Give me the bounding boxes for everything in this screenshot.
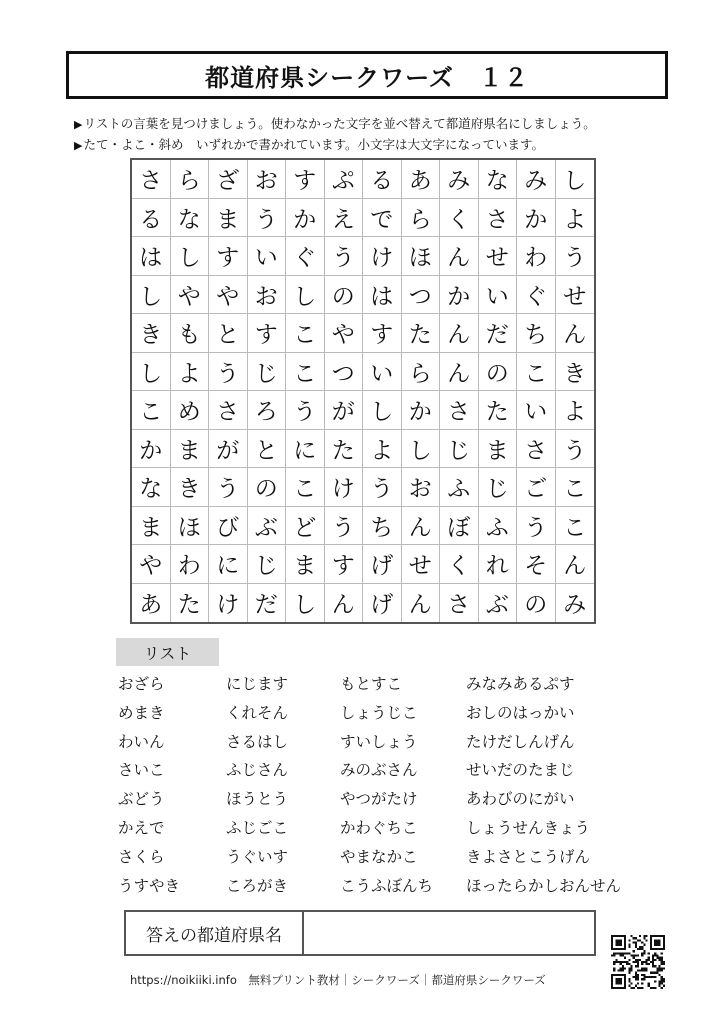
- grid-cell[interactable]: ま: [479, 430, 518, 469]
- grid-cell[interactable]: ん: [440, 314, 479, 353]
- grid-cell[interactable]: き: [132, 314, 171, 353]
- grid-cell[interactable]: ざ: [209, 160, 248, 199]
- grid-cell[interactable]: ま: [132, 507, 171, 546]
- grid-cell[interactable]: ほ: [171, 507, 210, 546]
- grid-cell[interactable]: い: [363, 353, 402, 392]
- grid-cell[interactable]: く: [440, 545, 479, 584]
- grid-cell[interactable]: あ: [132, 584, 171, 623]
- grid-cell[interactable]: げ: [363, 584, 402, 623]
- list-word: ころがき: [226, 876, 289, 895]
- grid-cell[interactable]: ぶ: [248, 507, 287, 546]
- grid-cell[interactable]: る: [132, 199, 171, 238]
- grid-cell[interactable]: な: [132, 468, 171, 507]
- grid-cell[interactable]: し: [556, 160, 595, 199]
- list-word: さるはし: [226, 732, 289, 751]
- list-word: やつがたけ: [340, 790, 418, 809]
- list-word: しょうじこ: [340, 703, 418, 722]
- grid-cell[interactable]: こ: [286, 468, 325, 507]
- list-word: さくら: [118, 847, 165, 866]
- grid-cell[interactable]: や: [132, 545, 171, 584]
- list-word: わいん: [118, 732, 165, 751]
- grid-cell[interactable]: し: [402, 430, 441, 469]
- grid-cell[interactable]: の: [479, 353, 518, 392]
- grid-cell[interactable]: さ: [440, 584, 479, 623]
- grid-cell[interactable]: に: [209, 545, 248, 584]
- grid-cell[interactable]: ぷ: [325, 160, 364, 199]
- grid-cell[interactable]: が: [325, 391, 364, 430]
- list-word: うすやき: [118, 876, 181, 895]
- list-word: あわびのにがい: [466, 790, 575, 809]
- list-word: すいしょう: [340, 732, 418, 751]
- list-word: ほったらかしおんせん: [466, 876, 622, 895]
- grid-cell[interactable]: の: [248, 468, 287, 507]
- grid-cell[interactable]: だ: [248, 584, 287, 623]
- grid-cell[interactable]: た: [171, 584, 210, 623]
- grid-cell[interactable]: こ: [517, 353, 556, 392]
- grid-cell[interactable]: う: [209, 468, 248, 507]
- grid-cell[interactable]: ふ: [479, 507, 518, 546]
- grid-cell[interactable]: ろ: [248, 391, 287, 430]
- list-word: みのぶさん: [340, 761, 418, 780]
- list-word: ふじごこ: [226, 819, 289, 837]
- grid-cell[interactable]: ぐ: [286, 237, 325, 276]
- grid-cell[interactable]: し: [132, 353, 171, 392]
- grid-cell[interactable]: な: [479, 160, 518, 199]
- grid-cell[interactable]: も: [171, 314, 210, 353]
- grid-cell[interactable]: だ: [479, 314, 518, 353]
- title-text: 都道府県シークワーズ １２: [205, 63, 529, 92]
- grid-cell[interactable]: さ: [209, 391, 248, 430]
- list-word: こうふぼんち: [340, 876, 434, 895]
- list-word: おざら: [118, 675, 165, 693]
- grid-cell[interactable]: そ: [517, 545, 556, 584]
- word-search-grid: [130, 158, 596, 624]
- grid-cell[interactable]: ら: [171, 160, 210, 199]
- grid-cell[interactable]: わ: [171, 545, 210, 584]
- grid-cell[interactable]: じ: [248, 353, 287, 392]
- grid-cell[interactable]: じ: [440, 430, 479, 469]
- grid-cell[interactable]: し: [286, 276, 325, 315]
- list-word: ぶどう: [118, 790, 165, 809]
- grid-cell[interactable]: ま: [209, 199, 248, 238]
- grid-cell[interactable]: じ: [248, 545, 287, 584]
- grid-cell[interactable]: め: [171, 391, 210, 430]
- grid-cell[interactable]: す: [248, 314, 287, 353]
- grid-cell[interactable]: け: [325, 468, 364, 507]
- grid-cell[interactable]: す: [286, 160, 325, 199]
- grid-cell[interactable]: ん: [402, 507, 441, 546]
- answer-box: [124, 910, 596, 956]
- triangle-bullet-icon: ▶: [74, 118, 83, 131]
- grid-cell[interactable]: す: [325, 545, 364, 584]
- grid-cell[interactable]: さ: [132, 160, 171, 199]
- answer-label: 答えの都道府県名: [126, 912, 304, 954]
- grid-cell[interactable]: の: [325, 276, 364, 315]
- grid-cell[interactable]: こ: [556, 507, 595, 546]
- list-word: たけだしんげん: [466, 732, 575, 751]
- grid-cell[interactable]: お: [402, 468, 441, 507]
- grid-cell[interactable]: よ: [556, 199, 595, 238]
- grid-cell[interactable]: は: [363, 276, 402, 315]
- grid-cell[interactable]: す: [363, 314, 402, 353]
- grid-cell[interactable]: い: [248, 237, 287, 276]
- grid-cell[interactable]: う: [209, 353, 248, 392]
- grid-cell[interactable]: お: [248, 160, 287, 199]
- grid-cell[interactable]: じ: [479, 468, 518, 507]
- grid-cell[interactable]: え: [325, 199, 364, 238]
- grid-cell[interactable]: た: [479, 391, 518, 430]
- grid-cell[interactable]: は: [132, 237, 171, 276]
- list-word: かわぐちこ: [340, 819, 418, 837]
- instruction-1-text: リストの言葉を見つけましょう。使わなかった文字を並べ替えて都道府県名にしましょう。: [83, 116, 596, 131]
- answer-field[interactable]: [304, 912, 594, 954]
- grid-cell[interactable]: う: [556, 430, 595, 469]
- list-word: かえで: [118, 819, 165, 837]
- list-word: やまなかこ: [340, 847, 418, 866]
- grid-cell[interactable]: ふ: [440, 468, 479, 507]
- grid-cell[interactable]: や: [171, 276, 210, 315]
- grid-cell[interactable]: さ: [479, 199, 518, 238]
- list-word: めまき: [118, 703, 165, 722]
- grid-cell[interactable]: ら: [402, 353, 441, 392]
- grid-cell[interactable]: ご: [517, 468, 556, 507]
- list-word: ふじさん: [226, 761, 289, 780]
- grid-cell[interactable]: で: [363, 199, 402, 238]
- footer-text: https://noikiiki.info 無料プリント教材｜シークワーズ｜都道府県シークワーズ: [130, 973, 546, 987]
- grid-cell[interactable]: う: [325, 507, 364, 546]
- grid-cell[interactable]: か: [440, 276, 479, 315]
- triangle-bullet-icon: ▶: [74, 139, 83, 152]
- grid-cell[interactable]: か: [132, 430, 171, 469]
- grid-cell[interactable]: せ: [402, 545, 441, 584]
- grid-cell[interactable]: い: [517, 391, 556, 430]
- grid-cell[interactable]: ほ: [402, 237, 441, 276]
- list-word: さいこ: [118, 761, 165, 780]
- grid-cell[interactable]: し: [363, 391, 402, 430]
- list-word: もとすこ: [340, 675, 403, 693]
- list-word: おしのはっかい: [466, 703, 575, 722]
- grid-cell[interactable]: こ: [286, 353, 325, 392]
- grid-cell[interactable]: せ: [556, 276, 595, 315]
- grid-cell[interactable]: ど: [286, 507, 325, 546]
- grid-cell[interactable]: ま: [171, 430, 210, 469]
- grid-cell[interactable]: け: [363, 237, 402, 276]
- grid-cell[interactable]: よ: [171, 353, 210, 392]
- list-word: にじます: [226, 675, 289, 693]
- grid-cell[interactable]: な: [171, 199, 210, 238]
- grid-cell[interactable]: ん: [440, 237, 479, 276]
- grid-cell[interactable]: ら: [402, 199, 441, 238]
- list-word: うぐいす: [226, 847, 289, 866]
- grid-cell[interactable]: ん: [440, 353, 479, 392]
- grid-cell[interactable]: み: [517, 160, 556, 199]
- page-title: [66, 51, 668, 99]
- grid-cell[interactable]: つ: [402, 276, 441, 315]
- grid-cell[interactable]: ん: [325, 584, 364, 623]
- list-word: しょうせんきょう: [466, 819, 591, 837]
- grid-cell[interactable]: し: [171, 237, 210, 276]
- grid-cell[interactable]: み: [563, 592, 587, 619]
- grid-cell[interactable]: ち: [363, 507, 402, 546]
- list-header: [116, 638, 219, 666]
- grid-cell[interactable]: し: [286, 584, 325, 623]
- grid-cell[interactable]: わ: [517, 237, 556, 276]
- grid-cell[interactable]: と: [248, 430, 287, 469]
- grid-cell[interactable]: ん: [402, 584, 441, 623]
- grid-cell[interactable]: う: [325, 237, 364, 276]
- list-header-label: リスト: [143, 643, 192, 663]
- grid-cell[interactable]: か: [517, 199, 556, 238]
- grid-cell[interactable]: の: [517, 584, 556, 623]
- grid-cell[interactable]: い: [479, 276, 518, 315]
- instruction-1: [74, 114, 596, 132]
- grid-cell[interactable]: お: [248, 276, 287, 315]
- grid-cell[interactable]: び: [209, 507, 248, 546]
- list-word: せいだのたまじ: [466, 761, 575, 780]
- grid-cell[interactable]: く: [440, 199, 479, 238]
- list-word: みなみあるぷす: [466, 675, 575, 693]
- instruction-2: [74, 135, 544, 153]
- grid-cell[interactable]: に: [286, 430, 325, 469]
- grid-cell[interactable]: う: [556, 237, 595, 276]
- grid-cell[interactable]: し: [132, 276, 171, 315]
- grid-cell[interactable]: さ: [517, 430, 556, 469]
- grid-cell[interactable]: る: [363, 160, 402, 199]
- grid-cell[interactable]: こ: [286, 314, 325, 353]
- grid-cell[interactable]: す: [209, 237, 248, 276]
- grid-cell[interactable]: が: [209, 430, 248, 469]
- grid-cell[interactable]: ぼ: [440, 507, 479, 546]
- list-word: きよさとこうげん: [466, 847, 591, 866]
- grid-cell[interactable]: や: [325, 314, 364, 353]
- grid-cell[interactable]: や: [209, 276, 248, 315]
- grid-cell[interactable]: み: [440, 160, 479, 199]
- grid-cell[interactable]: せ: [479, 237, 518, 276]
- grid-cell[interactable]: つ: [325, 353, 364, 392]
- grid-cell[interactable]: よ: [363, 430, 402, 469]
- list-word: ほうとう: [226, 790, 289, 809]
- grid-cell[interactable]: き: [171, 468, 210, 507]
- grid-cell[interactable]: よ: [556, 391, 595, 430]
- grid-cell[interactable]: れ: [479, 545, 518, 584]
- grid-cell[interactable]: か: [286, 199, 325, 238]
- grid-cell[interactable]: こ: [556, 468, 595, 507]
- list-word: くれそん: [226, 703, 289, 722]
- grid-cell[interactable]: き: [556, 353, 595, 392]
- grid-cell[interactable]: ん: [556, 314, 595, 353]
- grid-cell[interactable]: と: [209, 314, 248, 353]
- grid-cell[interactable]: ぐ: [517, 276, 556, 315]
- grid-cell[interactable]: ま: [286, 545, 325, 584]
- grid-cell[interactable]: ん: [556, 545, 595, 584]
- grid-cell[interactable]: う: [517, 507, 556, 546]
- grid-cell[interactable]: げ: [363, 545, 402, 584]
- grid-cell[interactable]: う: [363, 468, 402, 507]
- grid-cell[interactable]: け: [209, 584, 248, 623]
- grid-cell[interactable]: た: [325, 430, 364, 469]
- qr-code-icon: [611, 935, 665, 989]
- grid-cell[interactable]: ぶ: [479, 584, 518, 623]
- grid-cell[interactable]: ち: [517, 314, 556, 353]
- grid-cell[interactable]: か: [402, 391, 441, 430]
- grid-cell[interactable]: こ: [132, 391, 171, 430]
- grid-cell[interactable]: た: [402, 314, 441, 353]
- grid-cell[interactable]: う: [286, 391, 325, 430]
- grid-cell[interactable]: あ: [402, 160, 441, 199]
- grid-cell[interactable]: う: [248, 199, 287, 238]
- instruction-2-text: たて・よこ・斜め いずれかで書かれています。小文字は大文字になっています。: [83, 137, 544, 152]
- grid-cell[interactable]: さ: [440, 391, 479, 430]
